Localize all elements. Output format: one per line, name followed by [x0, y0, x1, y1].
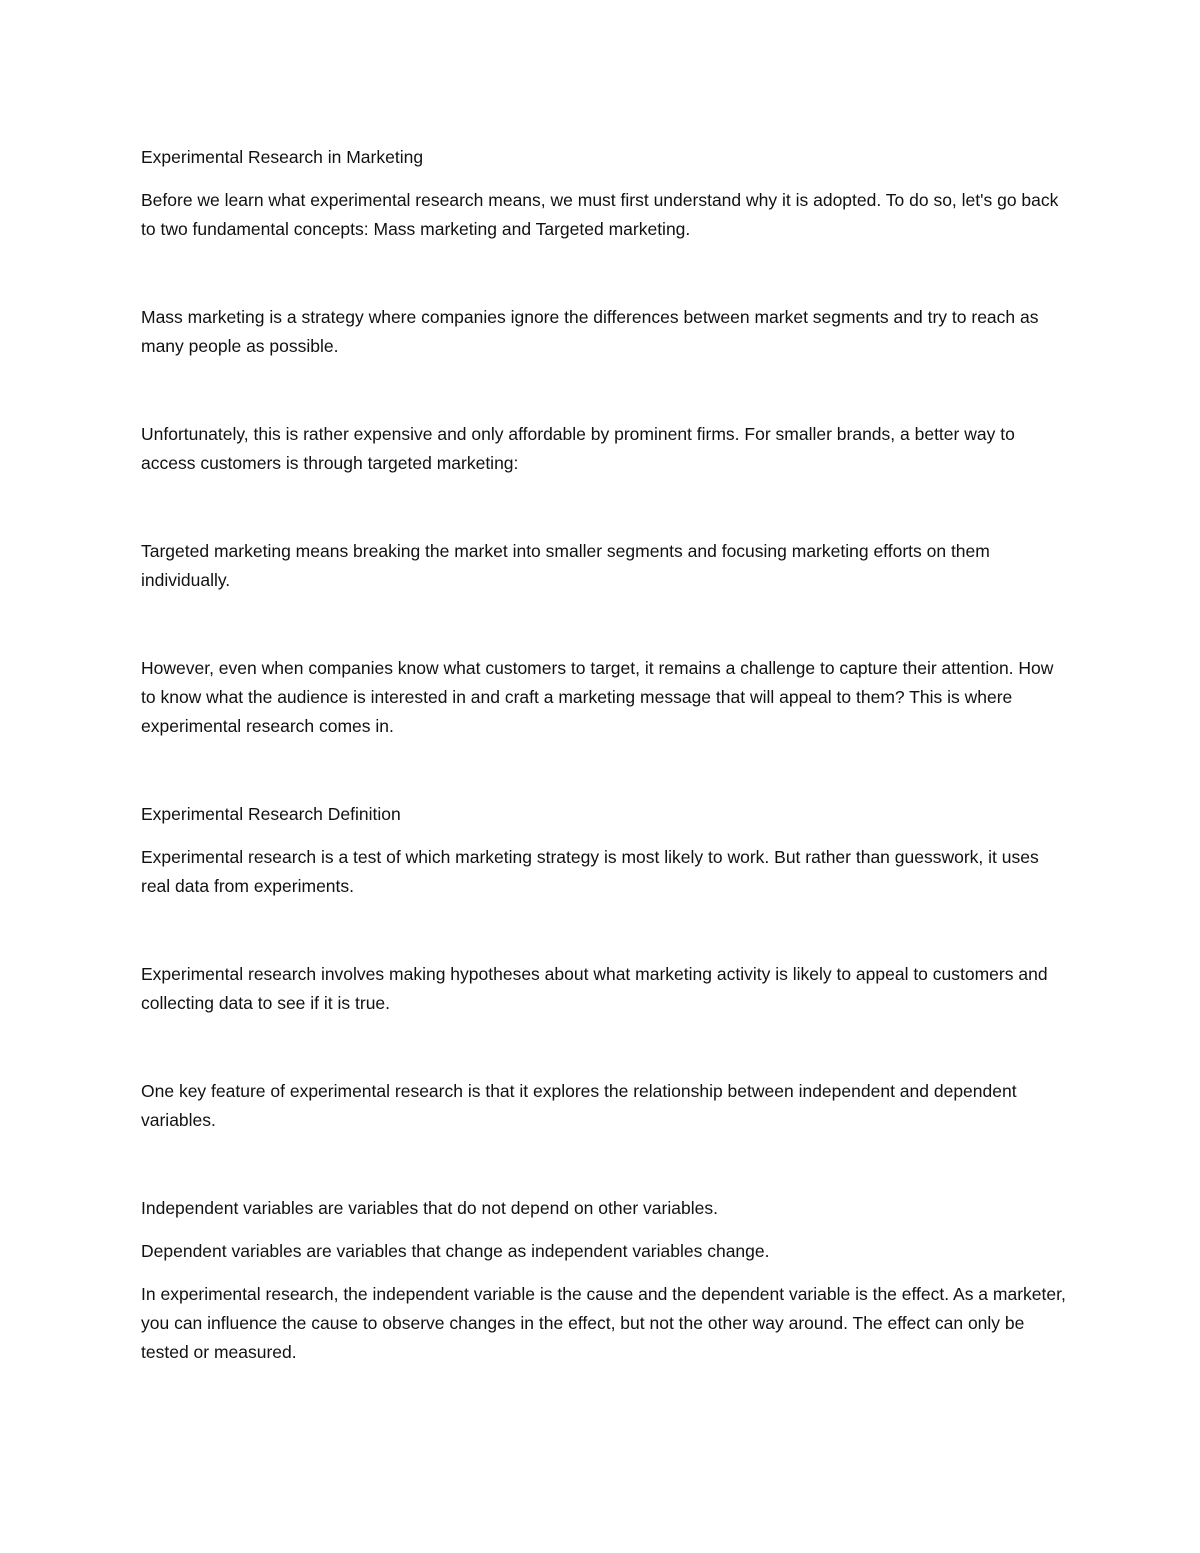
- paragraph-cause-effect: In experimental research, the independent variable is the cause and the dependent variable is the effect. As a marketer, you can influence the cause to observe changes in the effect, but not the other way around. The effect can only be tested or measured.: [141, 1284, 1066, 1362]
- paragraph-independent-variables: Independent variables are variables that do not depend on other variables.: [141, 1198, 718, 1218]
- paragraph-targeted-marketing: Targeted marketing means breaking the market into smaller segments and focusing marketing efforts on them individually.: [141, 541, 990, 590]
- document-body: [141, 143, 1066, 1367]
- paragraph-challenge: However, even when companies know what customers to target, it remains a challenge to capture their attention. How to know what the audience is interested in and craft a marketing message that will appeal to them? This is where experimental research comes in.: [141, 658, 1054, 736]
- paragraph-hypotheses: Experimental research involves making hypotheses about what marketing activity is likely to appeal to customers and collecting data to see if it is true.: [141, 964, 1048, 1013]
- paragraph-definition: Experimental research is a test of which marketing strategy is most likely to work. But rather than guesswork, it uses real data from experiments.: [141, 847, 1039, 896]
- paragraph-key-feature: One key feature of experimental research is that it explores the relationship between independent and dependent variables.: [141, 1081, 1017, 1130]
- paragraph-mass-marketing: Mass marketing is a strategy where companies ignore the differences between market segments and try to reach as many people as possible.: [141, 307, 1039, 356]
- paragraph-expense: Unfortunately, this is rather expensive and only affordable by prominent firms. For smaller brands, a better way to access customers is through targeted marketing:: [141, 424, 1015, 473]
- document-title: Experimental Research in Marketing: [141, 147, 424, 167]
- section-heading-definition: Experimental Research Definition: [141, 804, 401, 824]
- paragraph-dependent-variables: Dependent variables are variables that change as independent variables change.: [141, 1241, 770, 1261]
- paragraph-intro: Before we learn what experimental research means, we must first understand why it is adopted. To do so, let's go back to two fundamental concepts: Mass marketing and Targeted marketing.: [141, 190, 1059, 239]
